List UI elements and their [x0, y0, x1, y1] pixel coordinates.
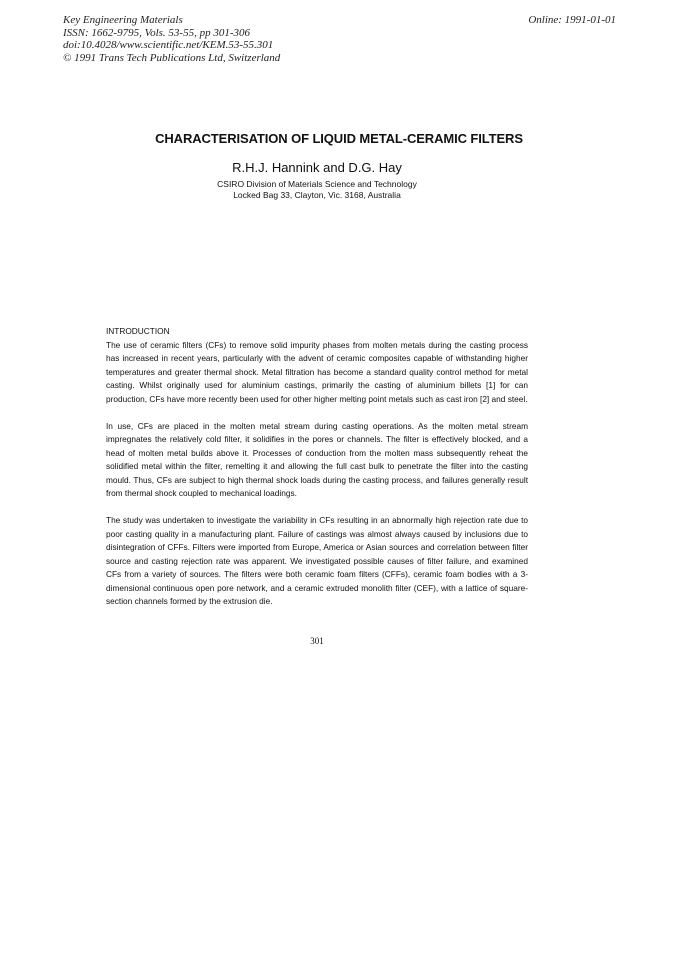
paper-title: CHARACTERISATION OF LIQUID METAL-CERAMIC FILTERS [155, 131, 523, 146]
paragraph-3: The study was undertaken to investigate the variability in CFs resulting in an abnormally high rejection rate due to poor casting quality in a manufacturing plant. Failure of castings was almost always caused by inclusions due to disintegration of CFFs. Filters were imported from Europe, America or Asian sources and correlation between filter source and casting rejection rate was apparent. We investigated possible causes of filter failure, and examined CFs from a variety of sources. The filters were both ceramic foam filters (CFFs), ceramic foam bodies with a 3-dimensional continuous open pore network, and a ceramic extruded monolith filter (CEF), with a lattice of square-section channels formed by the extrusion die. [106, 515, 528, 606]
paragraph-2: In use, CFs are placed in the molten metal stream during casting operations. As the molten metal stream impregnates the relatively cold filter, it solidifies in the pores or channels. The filter is effectively blocked, and a head of molten metal builds above it. Processes of conduction from the molten mass subsequently reheat the solidified metal within the filter, remelting it and allowing the full cast bulk to penetrate the filter into the casting mould. Thus, CFs are subject to high thermal shock loads during the casting process, and failures generally result from thermal shock coupled to mechanical loadings. [106, 420, 528, 498]
copyright-line: © 1991 Trans Tech Publications Ltd, Switzerland [63, 51, 281, 64]
page-number: 301 [310, 636, 324, 646]
affiliation-line-2: Locked Bag 33, Clayton, Vic. 3168, Australia [233, 190, 401, 200]
paper-authors: R.H.J. Hannink and D.G. Hay [232, 160, 402, 175]
online-date: Online: 1991-01-01 [528, 14, 616, 26]
section-heading-introduction: INTRODUCTION [106, 326, 170, 336]
journal-name: Key Engineering Materials [63, 14, 183, 26]
affiliation [0, 179, 634, 201]
issn-line: ISSN: 1662-9795, Vols. 53-55, pp 301-306 [63, 26, 250, 39]
paragraph-1: The use of ceramic filters (CFs) to remove solid impurity phases from molten metals during the casting process has increased in recent years, particularly with the advent of ceramic composites capable of withstanding higher temperatures and greater thermal shock. Metal filtration has become a standard quality control method for metal casting. Whilst originally used for aluminium castings, primarily the casting of aluminium billets [1] for can production, CFs have more recently been used for other higher melting point metals such as cast iron [2] and steel. [106, 339, 528, 404]
body-text [106, 325, 528, 622]
affiliation-line-1: CSIRO Division of Materials Science and Technology [217, 179, 417, 189]
journal-header [63, 14, 280, 64]
doi-line: doi:10.4028/www.scientific.net/KEM.53-55.301 [63, 39, 274, 51]
